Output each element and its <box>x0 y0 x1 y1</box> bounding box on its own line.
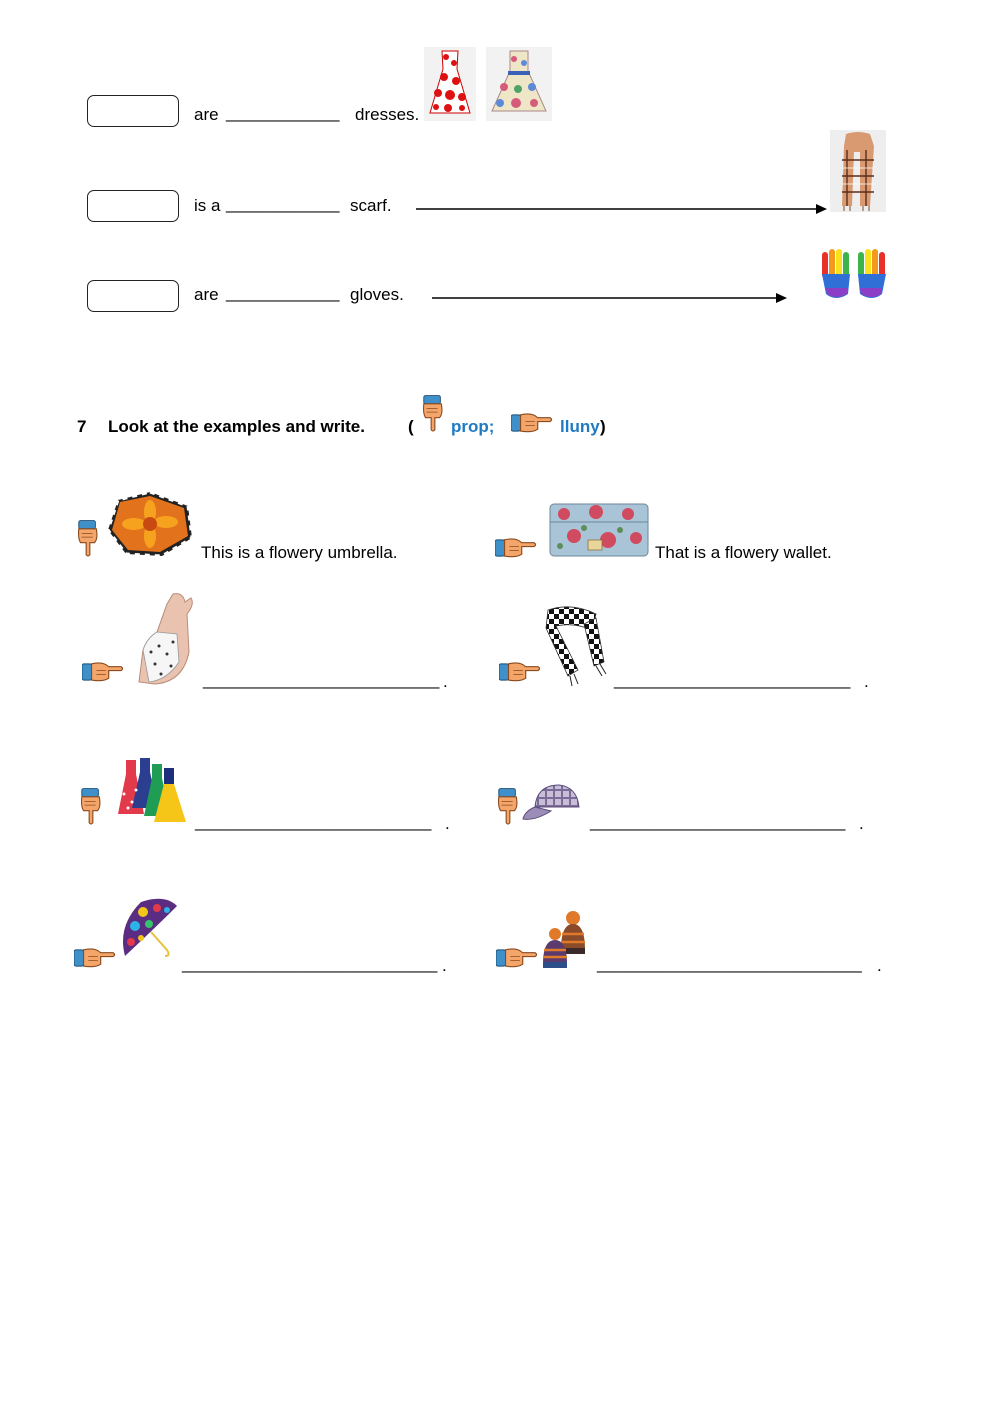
rainbow-gloves-image <box>818 248 890 302</box>
paren-close: ) <box>600 417 606 436</box>
arrow-to-gloves <box>432 291 788 305</box>
example-far-sentence: That is a flowery wallet. <box>655 543 832 562</box>
pointing-down-hand-icon <box>496 788 520 826</box>
blank-2-period: . <box>864 672 869 691</box>
answer-box-2[interactable] <box>87 190 179 222</box>
blank-1-period: . <box>443 672 448 691</box>
pointing-right-hand-icon <box>496 945 538 970</box>
pointing-down-hand-icon <box>76 520 100 558</box>
pointing-down-hand-icon <box>79 788 103 826</box>
row1-verb: are <box>194 105 219 124</box>
exercise-number: 7 <box>77 417 87 436</box>
floral-dress-image <box>486 47 552 121</box>
pointing-down-hand-icon <box>421 395 445 433</box>
row2-noun: scarf. <box>350 196 392 215</box>
row1-noun: dresses. <box>355 105 420 124</box>
row3-blank[interactable]: ____________ <box>226 283 340 302</box>
flowery-wallet-image <box>548 502 650 558</box>
blank-4-period: . <box>859 814 864 833</box>
row3-noun: gloves. <box>350 285 404 304</box>
pointing-right-hand-icon <box>511 410 553 435</box>
colourful-dresses-image <box>118 754 188 824</box>
blank-3-period: . <box>445 814 450 833</box>
pointing-right-hand-icon <box>74 945 116 970</box>
blank-5-period: . <box>442 956 447 975</box>
blank-6-period: . <box>877 956 882 975</box>
pointing-right-hand-icon <box>495 535 537 560</box>
example-near-sentence: This is a flowery umbrella. <box>201 543 398 562</box>
row2-blank[interactable]: ____________ <box>226 194 340 213</box>
row2-verb: is a <box>194 196 221 215</box>
near-label: prop; <box>451 417 495 436</box>
blank-3-line[interactable]: _________________________ <box>195 812 432 831</box>
orange-flower-umbrella-image <box>106 490 194 558</box>
far-label: lluny <box>560 417 600 436</box>
row1-blank[interactable]: ____________ <box>226 103 340 122</box>
pointing-right-hand-icon <box>499 659 541 684</box>
plaid-scarf-image <box>830 130 886 212</box>
blank-5-line[interactable]: ___________________________ <box>182 954 438 973</box>
patterned-umbrella-image <box>117 896 179 970</box>
pointing-right-hand-icon <box>82 659 124 684</box>
red-flower-dress-image <box>424 47 476 121</box>
blank-6-line[interactable]: ____________________________ <box>597 954 862 973</box>
polka-dot-gloves-image <box>133 592 195 684</box>
plaid-cap-image <box>521 781 581 823</box>
blank-4-line[interactable]: ___________________________ <box>590 812 846 831</box>
exercise-instruction: Look at the examples and write. <box>108 417 365 436</box>
checkered-scarf-image <box>544 604 608 688</box>
blank-1-line[interactable]: _________________________ <box>203 670 440 689</box>
paren-open: ( <box>408 417 414 436</box>
arrow-to-scarf <box>416 202 828 216</box>
answer-box-3[interactable] <box>87 280 179 312</box>
answer-box-1[interactable] <box>87 95 179 127</box>
row3-verb: are <box>194 285 219 304</box>
blank-2-line[interactable]: _________________________ <box>614 670 851 689</box>
striped-beanies-image <box>541 910 589 970</box>
